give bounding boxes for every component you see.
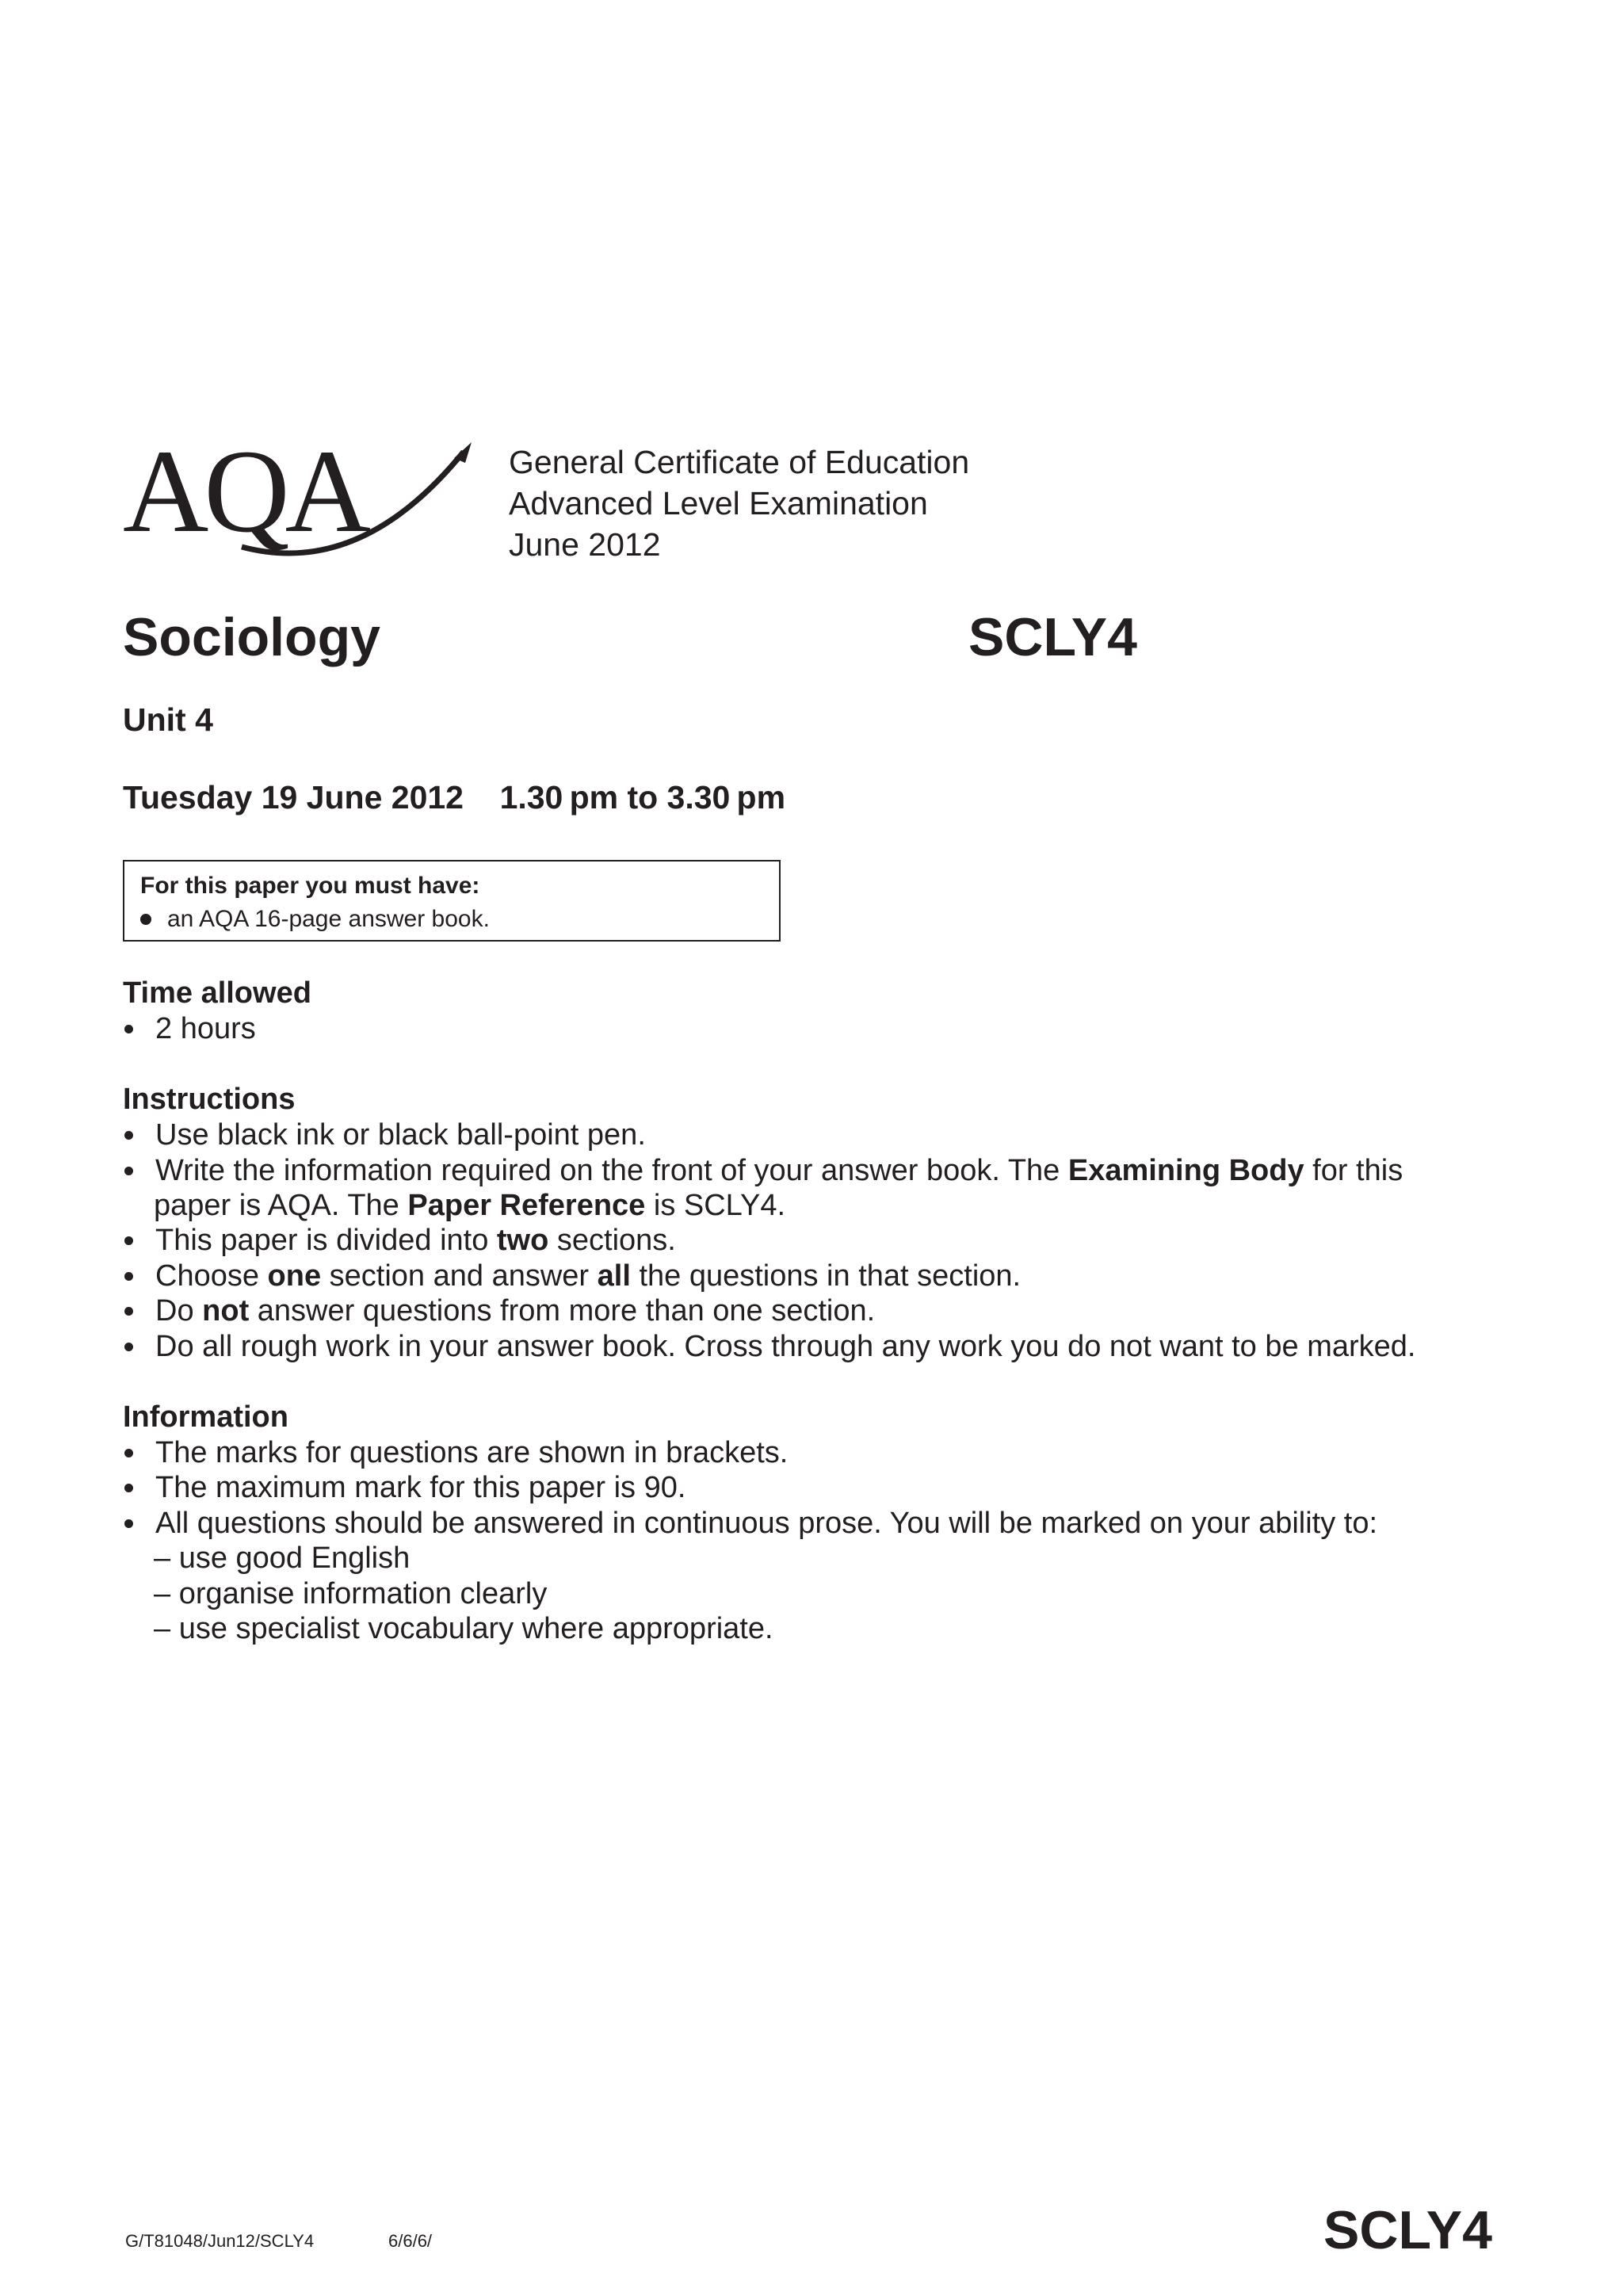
bullet-icon	[124, 1236, 133, 1245]
bullet-icon	[124, 1343, 133, 1351]
exam-session: June 2012	[509, 526, 661, 563]
instruction-item: Write the information required on the front of your answer book. The Examining Body for this	[123, 1154, 1403, 1188]
materials-box	[123, 860, 781, 942]
instruction-item: Use black ink or black ball-point pen.	[123, 1118, 646, 1152]
information-item: The maximum mark for this paper is 90.	[123, 1471, 685, 1505]
materials-heading: For this paper you must have:	[140, 873, 480, 899]
bullet-icon	[124, 1131, 133, 1140]
information-item: All questions should be answered in continuous prose. You will be marked on your ability to:	[123, 1507, 1377, 1541]
instruction-item: This paper is divided into two sections.	[123, 1224, 676, 1258]
footer-reference: G/T81048/Jun12/SCLY4	[125, 2231, 315, 2251]
time-allowed-heading: Time allowed	[123, 976, 311, 1010]
exam-datetime	[123, 779, 785, 816]
svg-text:AQA: AQA	[123, 428, 366, 557]
bullet-icon	[140, 914, 151, 925]
bullet-icon	[124, 1449, 133, 1457]
unit-label: Unit 4	[123, 701, 213, 738]
bullet-icon	[124, 1025, 133, 1033]
exam-time: 1.30 pm to 3.30 pm	[499, 779, 786, 816]
exam-qualification: General Certificate of Education	[509, 444, 970, 480]
information-heading: Information	[123, 1400, 288, 1434]
materials-item: an AQA 16-page answer book.	[140, 906, 490, 933]
instruction-item: Choose one section and answer all the questions in that section.	[123, 1259, 1021, 1293]
instruction-item: Do not answer questions from more than one section.	[123, 1294, 875, 1328]
subject-title: Sociology	[123, 607, 380, 667]
bullet-icon	[124, 1167, 133, 1175]
bullet-icon	[124, 1519, 133, 1528]
exam-date: Tuesday 19 June 2012	[123, 779, 464, 816]
instructions-heading: Instructions	[123, 1083, 296, 1116]
bullet-icon	[124, 1484, 133, 1492]
information-subitem: – organise information clearly	[154, 1577, 548, 1610]
footer-paper-code: SCLY4	[1323, 2200, 1492, 2260]
paper-code: SCLY4	[968, 607, 1137, 667]
footer-numbers: 6/6/6/	[388, 2231, 433, 2251]
bullet-icon	[124, 1272, 133, 1281]
instruction-item-continued: paper is AQA. The Paper Reference is SCLY4.	[154, 1189, 786, 1222]
bullet-icon	[124, 1307, 133, 1316]
exam-level: Advanced Level Examination	[509, 485, 928, 521]
information-subitem: – use good English	[154, 1541, 411, 1575]
information-item: The marks for questions are shown in brackets.	[123, 1436, 788, 1470]
aqa-logo	[123, 428, 479, 567]
instruction-item: Do all rough work in your answer book. Cross through any work you do not want to be marked.	[123, 1330, 1415, 1364]
information-subitem: – use specialist vocabulary where appropriate.	[154, 1612, 773, 1645]
time-allowed-item: 2 hours	[123, 1012, 256, 1046]
